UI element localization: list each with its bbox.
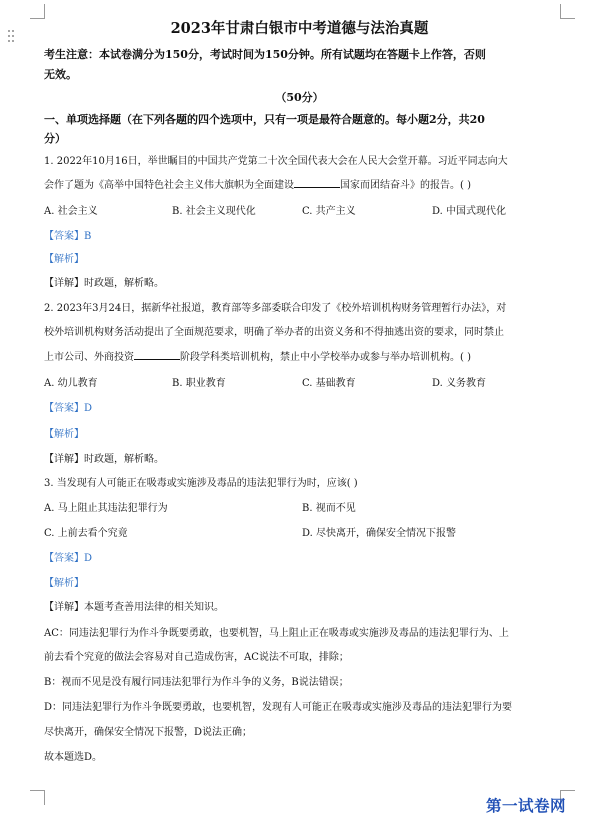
conclusion-text: 故本题选D。 [44, 752, 103, 763]
explanation-ac: 前去看个究竟的做法会容易对自己造成伤害，AC说法不可取，排除； [44, 652, 349, 663]
question-3-text: 3. 当发现有人可能正在吸毒或实施涉及毒品的违法犯罪行为时，应该( ) [44, 478, 358, 489]
analysis-label: 【解析】 [44, 429, 84, 440]
question-1-text [44, 178, 471, 193]
option-b: B. 视而不见 [302, 503, 356, 514]
question-2-text-part: 上市公司、外商投资 [44, 352, 134, 363]
detail-text: 【详解】时政题，解析略。 [44, 454, 164, 465]
analysis-label: 【解析】 [44, 578, 84, 589]
detail-text: 【详解】时政题，解析略。 [44, 278, 164, 289]
answer-label: 【答案】D [44, 403, 93, 414]
analysis-label: 【解析】 [44, 254, 84, 265]
question-1-text: 1. 2022年10月16日，举世瞩目的中国共产党第二十次全国代表大会在人民大会堂开幕。习近平同志向大 [44, 156, 508, 167]
fill-blank [294, 178, 340, 188]
answer-label: 【答案】D [44, 553, 93, 564]
section-heading: 分） [44, 132, 66, 145]
detail-text: 【详解】本题考查善用法律的相关知识。 [44, 602, 224, 613]
explanation-b: B：视而不见是没有履行同违法犯罪行为作斗争的义务，B说法错误； [44, 677, 349, 688]
question-1-text-part: 会作了题为《高举中国特色社会主义伟大旗帜为全面建设 [44, 180, 294, 191]
option-c: C. 共产主义 [302, 206, 356, 217]
explanation-d: 尽快离开，确保安全情况下报警，D说法正确； [44, 727, 253, 738]
page-corner-mark [560, 4, 575, 19]
option-a: A. 幼儿教育 [44, 378, 98, 389]
option-d: D. 中国式现代化 [432, 206, 507, 217]
option-d: D. 尽快离开，确保安全情况下报警 [302, 528, 457, 539]
option-b: B. 社会主义现代化 [172, 206, 256, 217]
question-2-text-part: 阶段学科类培训机构，禁止中小学校举办或参与举办培训机构。( ) [180, 352, 471, 363]
option-c: C. 上前去看个究竟 [44, 528, 128, 539]
answer-label: 【答案】B [44, 231, 92, 242]
explanation-d: D：同违法犯罪行为作斗争既要勇敢，也要机智，发现有人可能正在吸毒或实施涉及毒品的违法犯罪行为要 [44, 702, 513, 713]
fill-blank [134, 350, 180, 360]
site-watermark: 第一试卷网 [486, 797, 567, 815]
section-score: （50分） [275, 91, 324, 104]
exam-notice: 考生注意：本试卷满分为150分，考试时间为150分钟。所有试题均在答题卡上作答，否则 [44, 48, 486, 61]
page-corner-mark [30, 4, 45, 19]
option-c: C. 基础教育 [302, 378, 356, 389]
option-a: A. 马上阻止其违法犯罪行为 [44, 503, 168, 514]
question-2-text [44, 350, 471, 365]
page-corner-mark [30, 790, 45, 805]
page-title: 2023年甘肃白银市中考道德与法治真题 [170, 20, 429, 37]
exam-notice: 无效。 [44, 68, 77, 81]
option-b: B. 职业教育 [172, 378, 226, 389]
option-d: D. 义务教育 [432, 378, 487, 389]
question-1-text-part: 国家而团结奋斗》的报告。( ) [340, 180, 471, 191]
option-a: A. 社会主义 [44, 206, 98, 217]
question-2-text: 校外培训机构财务活动提出了全面规范要求，明确了举办者的出资义务和不得抽逃出资的要求，同时禁止 [44, 327, 504, 338]
question-2-text: 2. 2023年3月24日，据新华社报道，教育部等多部委联合印发了《校外培训机构财务管理暂行办法》，对 [44, 303, 507, 314]
section-heading: 一、单项选择题（在下列各题的四个选项中，只有一项是最符合题意的。每小题2分，共20 [44, 113, 485, 126]
explanation-ac: AC：同违法犯罪行为作斗争既要勇敢，也要机智，马上阻止正在吸毒或实施涉及毒品的违法犯罪行为、上 [44, 628, 509, 639]
